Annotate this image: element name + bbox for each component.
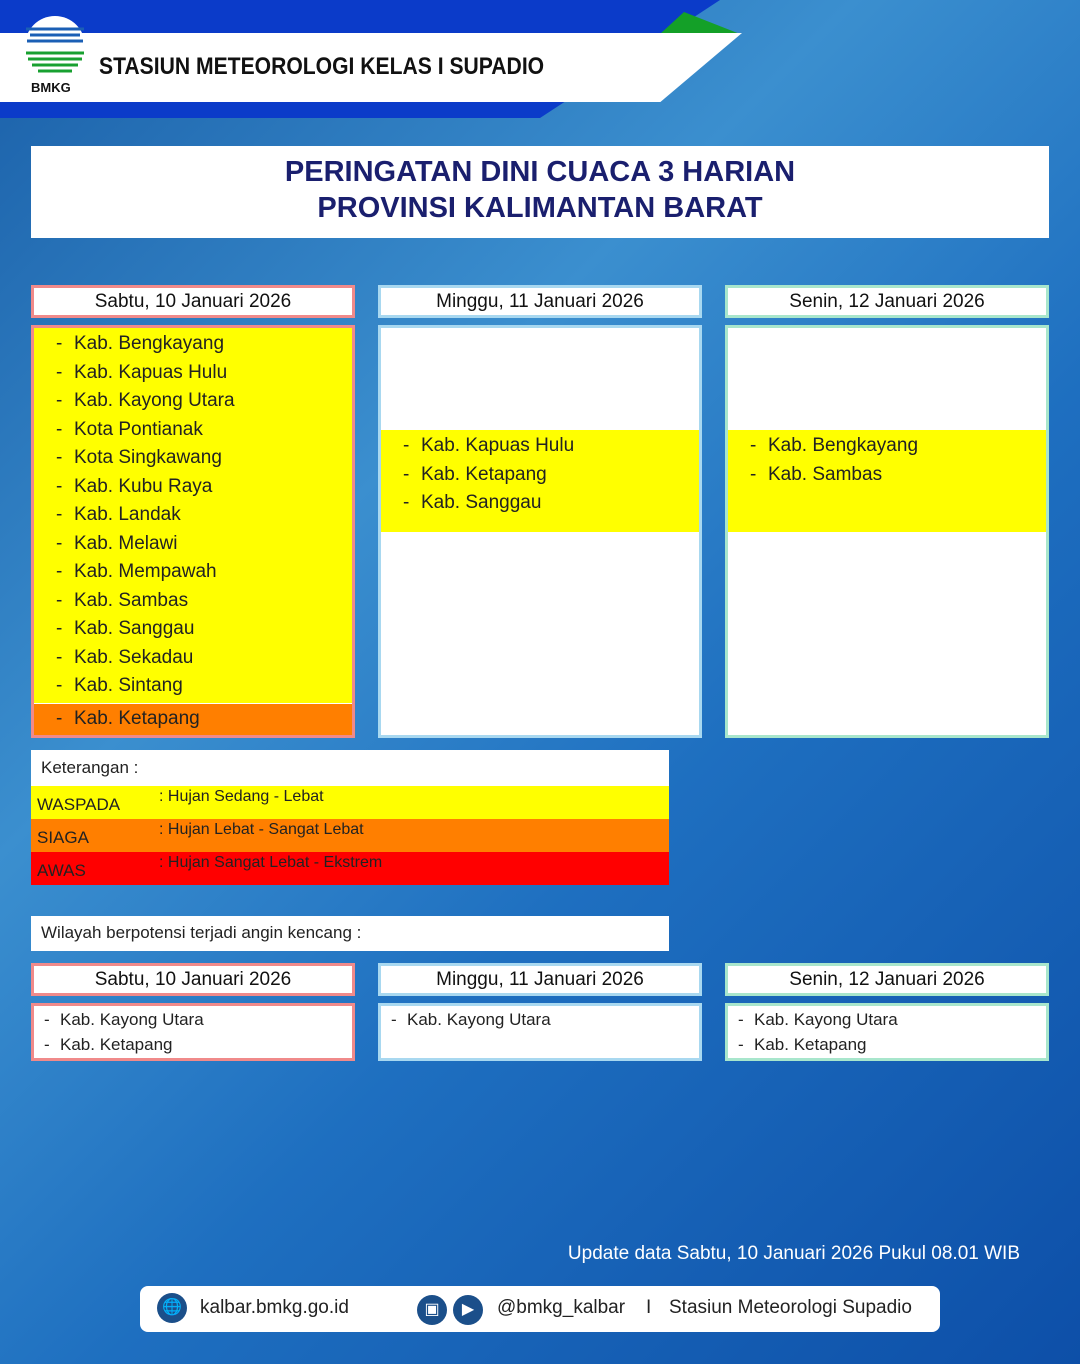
list-item: - Kota Pontianak bbox=[34, 416, 352, 445]
legend-desc: : Hujan Sangat Lebat - Ekstrem bbox=[159, 854, 383, 871]
instagram-icon[interactable]: ▣ bbox=[417, 1295, 447, 1325]
day-header: Sabtu, 10 Januari 2026 bbox=[31, 285, 355, 318]
list-item: - Kab. Sambas bbox=[728, 461, 1046, 490]
waspada-area bbox=[381, 430, 699, 532]
list-item: - Kab. Ketapang bbox=[728, 1032, 1046, 1057]
siaga-area bbox=[34, 704, 352, 735]
wind-day-header: Senin, 12 Januari 2026 bbox=[725, 963, 1049, 996]
wind-area-box bbox=[725, 1003, 1049, 1061]
day-warning-box bbox=[378, 325, 702, 738]
list-item: - Kota Singkawang bbox=[34, 444, 352, 473]
wind-title-row bbox=[31, 916, 669, 951]
list-item: - Kab. Kayong Utara bbox=[381, 1007, 699, 1032]
logo-text: BMKG bbox=[31, 80, 71, 95]
title-line2: PROVINSI KALIMANTAN BARAT bbox=[317, 192, 763, 224]
update-text: Update data Sabtu, 10 Januari 2026 Pukul 08.01 WIB bbox=[567, 1243, 1020, 1264]
list-item: - Kab. Kayong Utara bbox=[728, 1007, 1046, 1032]
list-item: - Kab. Kubu Raya bbox=[34, 473, 352, 502]
station-footer-name: Stasiun Meteorologi Supadio bbox=[669, 1297, 912, 1318]
social-handle[interactable]: @bmkg_kalbar bbox=[497, 1297, 626, 1318]
list-item: - Kab. Kapuas Hulu bbox=[34, 359, 352, 388]
day-header: Senin, 12 Januari 2026 bbox=[725, 285, 1049, 318]
website-link[interactable]: kalbar.bmkg.go.id bbox=[200, 1297, 349, 1318]
legend-level: SIAGA bbox=[37, 828, 89, 847]
legend-level: WASPADA bbox=[37, 795, 121, 814]
wind-day-header: Minggu, 11 Januari 2026 bbox=[378, 963, 702, 996]
youtube-icon[interactable]: ▶ bbox=[453, 1295, 483, 1325]
legend-desc: : Hujan Sedang - Lebat bbox=[159, 788, 324, 805]
legend-title-row bbox=[31, 750, 669, 786]
legend-desc: : Hujan Lebat - Sangat Lebat bbox=[159, 821, 364, 838]
wind-area-box bbox=[31, 1003, 355, 1061]
list-item: - Kab. Landak bbox=[34, 501, 352, 530]
legend-row bbox=[31, 852, 669, 885]
wind-area-box bbox=[378, 1003, 702, 1061]
globe-icon: 🌐 bbox=[157, 1293, 187, 1323]
legend-row bbox=[31, 786, 669, 819]
page-title bbox=[31, 146, 1049, 238]
list-item: - Kab. Mempawah bbox=[34, 558, 352, 587]
separator: I bbox=[646, 1297, 652, 1318]
legend-level: AWAS bbox=[37, 861, 86, 880]
footer-bar bbox=[140, 1286, 940, 1332]
title-line1: PERINGATAN DINI CUACA 3 HARIAN bbox=[284, 156, 796, 188]
bmkg-logo bbox=[24, 15, 86, 79]
list-item: - Kab. Ketapang bbox=[381, 461, 699, 490]
day-header: Minggu, 11 Januari 2026 bbox=[378, 285, 702, 318]
list-item: - Kab. Bengkayang bbox=[34, 330, 352, 359]
list-item: - Kab. Sanggau bbox=[34, 615, 352, 644]
list-item: - Kab. Melawi bbox=[34, 530, 352, 559]
day-warning-box bbox=[31, 325, 355, 738]
list-item: - Kab. Sambas bbox=[34, 587, 352, 616]
list-item: - Kab. Kayong Utara bbox=[34, 387, 352, 416]
station-name: STASIUN METEOROLOGI KELAS I SUPADIO bbox=[99, 53, 545, 80]
wind-day-header: Sabtu, 10 Januari 2026 bbox=[31, 963, 355, 996]
list-item: - Kab. Sekadau bbox=[34, 644, 352, 673]
legend-row bbox=[31, 819, 669, 852]
day-warning-box bbox=[725, 325, 1049, 738]
waspada-area bbox=[728, 430, 1046, 532]
waspada-area bbox=[34, 328, 352, 703]
list-item: - Kab. Ketapang bbox=[34, 705, 352, 734]
list-item: - Kab. Kayong Utara bbox=[34, 1007, 352, 1032]
list-item: - Kab. Bengkayang bbox=[728, 432, 1046, 461]
list-item: - Kab. Sanggau bbox=[381, 489, 699, 518]
list-item: - Kab. Kapuas Hulu bbox=[381, 432, 699, 461]
list-item: - Kab. Ketapang bbox=[34, 1032, 352, 1057]
wind-title: Wilayah berpotensi terjadi angin kencang : bbox=[41, 923, 362, 942]
list-item: - Kab. Sintang bbox=[34, 672, 352, 701]
legend-title: Keterangan : bbox=[41, 758, 139, 777]
